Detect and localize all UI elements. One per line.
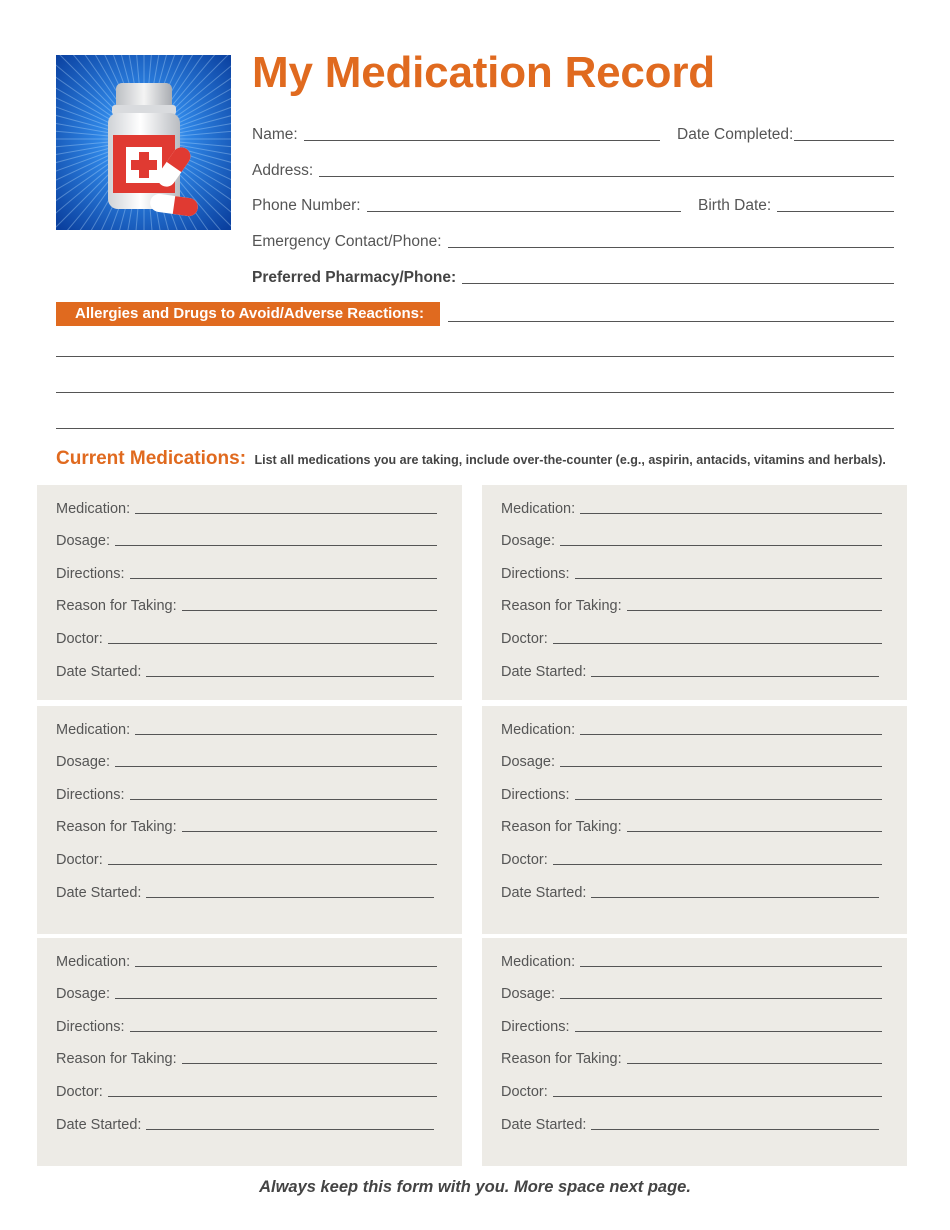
medication-card-2 xyxy=(482,485,907,700)
medication-row[interactable] xyxy=(56,954,437,970)
date-started-label: Date Started: xyxy=(501,1117,587,1133)
dosage-row[interactable] xyxy=(501,754,882,770)
medication-row[interactable] xyxy=(501,954,882,970)
dosage-label: Dosage: xyxy=(56,754,111,770)
dosage-row[interactable] xyxy=(56,533,437,549)
doctor-field[interactable] xyxy=(553,1096,882,1097)
date-started-label: Date Started: xyxy=(56,664,142,680)
name-row[interactable] xyxy=(252,126,660,144)
medication-card-1 xyxy=(37,485,462,700)
doctor-label: Doctor: xyxy=(56,1084,103,1100)
footer-note: Always keep this form with you. More space next page. xyxy=(259,1178,691,1196)
name-field[interactable] xyxy=(304,139,660,141)
date-completed-field[interactable] xyxy=(794,139,894,141)
dosage-field[interactable] xyxy=(115,998,437,999)
medication-card-6 xyxy=(482,938,907,1166)
allergies-line-1[interactable] xyxy=(448,321,894,322)
doctor-row[interactable] xyxy=(501,631,882,647)
pharmacy-label: Preferred Pharmacy/Phone: xyxy=(252,269,457,286)
date-completed-label: Date Completed: xyxy=(677,126,794,143)
directions-label: Directions: xyxy=(501,1019,570,1035)
reason-row[interactable] xyxy=(56,598,437,614)
dosage-field[interactable] xyxy=(115,766,437,767)
doctor-row[interactable] xyxy=(56,852,437,868)
directions-field[interactable] xyxy=(575,1031,883,1032)
directions-label: Directions: xyxy=(56,787,125,803)
doctor-label: Doctor: xyxy=(56,852,103,868)
medication-label: Medication: xyxy=(501,722,576,738)
phone-label: Phone Number: xyxy=(252,197,361,214)
directions-row[interactable] xyxy=(56,787,437,803)
phone-row[interactable] xyxy=(252,197,681,215)
emergency-label: Emergency Contact/Phone: xyxy=(252,233,442,250)
medication-card-5 xyxy=(37,938,462,1166)
pill-bottle-icon xyxy=(56,55,231,230)
dosage-row[interactable] xyxy=(56,754,437,770)
dosage-row[interactable] xyxy=(56,986,437,1002)
date-started-row[interactable] xyxy=(56,664,434,680)
directions-row[interactable] xyxy=(56,1019,437,1035)
address-row[interactable] xyxy=(252,162,894,180)
page-title: My Medication Record xyxy=(252,48,715,97)
medication-row[interactable] xyxy=(56,501,437,517)
dosage-row[interactable] xyxy=(501,533,882,549)
dosage-row[interactable] xyxy=(501,986,882,1002)
date-started-label: Date Started: xyxy=(501,664,587,680)
doctor-row[interactable] xyxy=(56,631,437,647)
doctor-row[interactable] xyxy=(56,1084,437,1100)
medication-row[interactable] xyxy=(501,501,882,517)
medication-label: Medication: xyxy=(56,954,131,970)
dosage-field[interactable] xyxy=(560,766,882,767)
reason-label: Reason for Taking: xyxy=(501,819,622,835)
directions-row[interactable] xyxy=(56,566,437,582)
dosage-label: Dosage: xyxy=(56,986,111,1002)
reason-label: Reason for Taking: xyxy=(501,598,622,614)
reason-field[interactable] xyxy=(182,610,437,611)
medication-field[interactable] xyxy=(580,966,882,967)
doctor-field[interactable] xyxy=(108,864,437,865)
directions-field[interactable] xyxy=(130,578,438,579)
allergies-line-3[interactable] xyxy=(56,392,894,393)
reason-field[interactable] xyxy=(627,610,882,611)
allergies-line-4[interactable] xyxy=(56,428,894,429)
doctor-label: Doctor: xyxy=(56,631,103,647)
reason-row[interactable] xyxy=(56,819,437,835)
reason-field[interactable] xyxy=(627,831,882,832)
medication-label: Medication: xyxy=(501,954,576,970)
dosage-label: Dosage: xyxy=(501,533,556,549)
dosage-field[interactable] xyxy=(560,998,882,999)
reason-row[interactable] xyxy=(501,819,882,835)
allergies-label: Allergies and Drugs to Avoid/Adverse Reactions: xyxy=(56,302,440,326)
birth-date-label: Birth Date: xyxy=(698,197,772,214)
medication-field[interactable] xyxy=(135,513,437,514)
reason-field[interactable] xyxy=(182,831,437,832)
directions-row[interactable] xyxy=(501,1019,882,1035)
current-medications-title: Current Medications: xyxy=(56,448,247,469)
date-started-row[interactable] xyxy=(56,885,434,901)
medication-field[interactable] xyxy=(135,966,437,967)
current-medications-heading xyxy=(56,448,886,470)
directions-label: Directions: xyxy=(56,1019,125,1035)
dosage-field[interactable] xyxy=(115,545,437,546)
doctor-label: Doctor: xyxy=(501,631,548,647)
date-started-field[interactable] xyxy=(591,1129,879,1130)
date-started-row[interactable] xyxy=(501,885,879,901)
date-completed-row[interactable] xyxy=(677,126,894,144)
medication-row[interactable] xyxy=(501,722,882,738)
dosage-field[interactable] xyxy=(560,545,882,546)
medication-field[interactable] xyxy=(580,734,882,735)
phone-field[interactable] xyxy=(367,210,681,212)
pharmacy-field[interactable] xyxy=(462,282,894,284)
dosage-label: Dosage: xyxy=(501,986,556,1002)
directions-field[interactable] xyxy=(130,799,438,800)
date-started-field[interactable] xyxy=(591,676,879,677)
address-label: Address: xyxy=(252,162,314,179)
directions-label: Directions: xyxy=(501,787,570,803)
directions-row[interactable] xyxy=(501,566,882,582)
doctor-row[interactable] xyxy=(501,1084,882,1100)
directions-field[interactable] xyxy=(575,578,883,579)
reason-row[interactable] xyxy=(501,1051,882,1067)
date-started-row[interactable] xyxy=(56,1117,434,1133)
reason-label: Reason for Taking: xyxy=(56,819,177,835)
reason-field[interactable] xyxy=(627,1063,882,1064)
current-medications-instructions: List all medications you are taking, include over-the-counter (e.g., aspirin, antacids, vitamins and herbals). xyxy=(254,453,886,467)
medication-field[interactable] xyxy=(580,513,882,514)
reason-row[interactable] xyxy=(501,598,882,614)
doctor-label: Doctor: xyxy=(501,1084,548,1100)
doctor-field[interactable] xyxy=(553,643,882,644)
reason-label: Reason for Taking: xyxy=(56,598,177,614)
dosage-label: Dosage: xyxy=(56,533,111,549)
directions-field[interactable] xyxy=(130,1031,438,1032)
reason-row[interactable] xyxy=(56,1051,437,1067)
medication-label: Medication: xyxy=(56,722,131,738)
medication-card-3 xyxy=(37,706,462,934)
date-started-label: Date Started: xyxy=(501,885,587,901)
name-label: Name: xyxy=(252,126,298,143)
pharmacy-row[interactable] xyxy=(252,269,894,287)
emergency-field[interactable] xyxy=(448,246,894,248)
dosage-label: Dosage: xyxy=(501,754,556,770)
directions-field[interactable] xyxy=(575,799,883,800)
date-started-field[interactable] xyxy=(146,676,434,677)
doctor-field[interactable] xyxy=(108,643,437,644)
emergency-row[interactable] xyxy=(252,233,894,251)
date-started-field[interactable] xyxy=(146,897,434,898)
date-started-row[interactable] xyxy=(501,1117,879,1133)
medication-row[interactable] xyxy=(56,722,437,738)
allergies-line-2[interactable] xyxy=(56,356,894,357)
date-started-field[interactable] xyxy=(146,1129,434,1130)
directions-row[interactable] xyxy=(501,787,882,803)
medication-label: Medication: xyxy=(56,501,131,517)
doctor-field[interactable] xyxy=(553,864,882,865)
reason-field[interactable] xyxy=(182,1063,437,1064)
doctor-label: Doctor: xyxy=(501,852,548,868)
date-started-label: Date Started: xyxy=(56,1117,142,1133)
medication-label: Medication: xyxy=(501,501,576,517)
medicine-bottle-logo xyxy=(56,55,231,230)
address-field[interactable] xyxy=(319,175,894,177)
reason-label: Reason for Taking: xyxy=(56,1051,177,1067)
reason-label: Reason for Taking: xyxy=(501,1051,622,1067)
date-started-label: Date Started: xyxy=(56,885,142,901)
date-started-row[interactable] xyxy=(501,664,879,680)
doctor-row[interactable] xyxy=(501,852,882,868)
birth-date-row[interactable] xyxy=(698,197,894,215)
medication-card-4 xyxy=(482,706,907,934)
directions-label: Directions: xyxy=(56,566,125,582)
date-started-field[interactable] xyxy=(591,897,879,898)
medication-field[interactable] xyxy=(135,734,437,735)
birth-date-field[interactable] xyxy=(777,210,894,212)
doctor-field[interactable] xyxy=(108,1096,437,1097)
directions-label: Directions: xyxy=(501,566,570,582)
